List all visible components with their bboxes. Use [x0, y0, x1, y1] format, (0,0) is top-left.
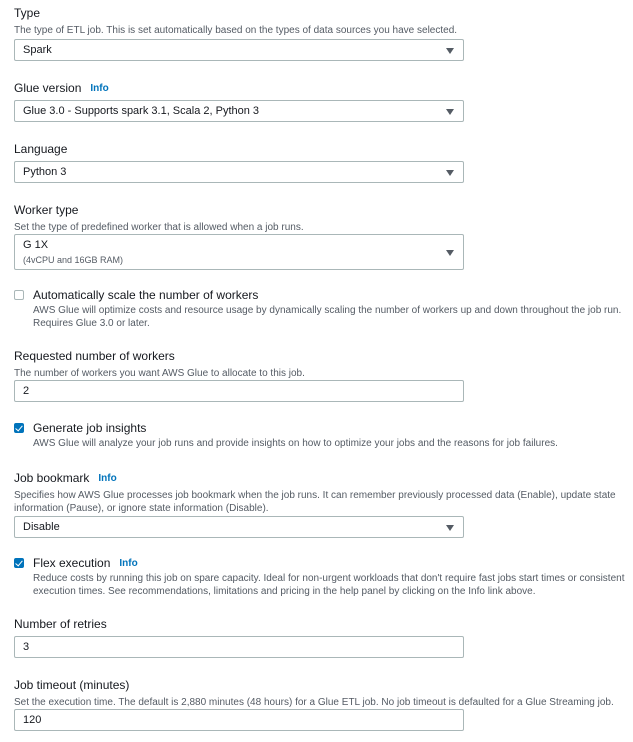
flex-execution-description-2: execution times. See recommendations, limitations and pricing in the help panel by clicking on the Info link above.: [33, 586, 536, 597]
flex-execution-label: Flex execution: [33, 556, 111, 570]
language-label: Language: [14, 142, 68, 156]
caret-down-icon: [446, 170, 454, 176]
worker-type-select[interactable]: [14, 234, 464, 270]
flex-execution-description-1: Reduce costs by running this job on spare capacity. Ideal for non-urgent workloads that don't require fast jobs start times or consistent: [33, 573, 625, 584]
glue-version-select-value: Glue 3.0 - Supports spark 3.1, Scala 2, Python 3: [23, 105, 260, 117]
job-bookmark-select[interactable]: [14, 516, 464, 538]
requested-workers-field: [14, 349, 305, 397]
job-timeout-value: 120: [23, 714, 42, 726]
glue-version-select[interactable]: [14, 100, 464, 122]
language-select-value: Python 3: [23, 166, 67, 178]
requested-workers-value: 2: [23, 385, 30, 397]
job-bookmark-select-value: Disable: [23, 521, 60, 533]
retries-label: Number of retries: [14, 617, 107, 631]
retries-input[interactable]: [14, 636, 464, 658]
type-select[interactable]: [14, 39, 464, 61]
job-timeout-input[interactable]: [14, 709, 464, 731]
job-timeout-field: [14, 678, 614, 726]
job-insights-description: AWS Glue will analyze your job runs and provide insights on how to optimize your jobs and the reasons for job failures.: [33, 438, 558, 449]
job-timeout-description: Set the execution time. The default is 2,880 minutes (48 hours) for a Glue ETL job. No job timeout is defaulted for a Glue Streaming job.: [14, 697, 614, 708]
retries-value: 3: [23, 641, 30, 653]
job-insights-checkbox[interactable]: [14, 423, 24, 433]
language-select[interactable]: [14, 161, 464, 183]
caret-down-icon: [446, 109, 454, 115]
auto-scale-label: Automatically scale the number of workers: [33, 288, 259, 302]
job-timeout-label: Job timeout (minutes): [14, 678, 130, 692]
job-bookmark-description-2: information (Pause), or ignore state information (Disable).: [14, 503, 269, 514]
type-select-value: Spark: [23, 44, 52, 56]
requested-workers-input[interactable]: [14, 380, 464, 402]
worker-type-field: [14, 203, 304, 265]
requested-workers-description: The number of workers you want AWS Glue to allocate to this job.: [14, 368, 305, 379]
type-field: [14, 6, 458, 56]
glue-version-field: [14, 81, 260, 117]
auto-scale-description-1: AWS Glue will optimize costs and resource usage by dynamically scaling the number of workers up and down throughout the job run.: [33, 305, 622, 316]
worker-type-description: Set the type of predefined worker that is allowed when a job runs.: [14, 222, 304, 233]
requested-workers-label: Requested number of workers: [14, 349, 175, 363]
flex-execution-info-link[interactable]: Info: [119, 558, 138, 569]
worker-type-select-value: G 1X: [23, 239, 49, 251]
job-bookmark-field: [14, 471, 616, 533]
auto-scale-description-2: Requires Glue 3.0 or later.: [33, 318, 150, 329]
glue-version-label: Glue version: [14, 81, 82, 95]
job-bookmark-label: Job bookmark: [14, 471, 90, 485]
flex-execution-checkbox[interactable]: [14, 558, 24, 568]
type-label: Type: [14, 6, 41, 20]
language-field: [14, 142, 68, 178]
type-description: The type of ETL job. This is set automatically based on the types of data sources you have selected.: [14, 25, 458, 36]
caret-down-icon: [446, 250, 454, 256]
worker-type-select-detail: (4vCPU and 16GB RAM): [23, 255, 124, 265]
auto-scale-checkbox[interactable]: [14, 290, 24, 300]
job-bookmark-info-link[interactable]: Info: [98, 473, 117, 484]
job-bookmark-description-1: Specifies how AWS Glue processes job bookmark when the job runs. It can remember previously processed data (Enable), update state: [14, 490, 616, 501]
job-insights-label: Generate job insights: [33, 421, 147, 435]
caret-down-icon: [446, 48, 454, 54]
worker-type-label: Worker type: [14, 203, 79, 217]
glue-version-info-link[interactable]: Info: [90, 83, 109, 94]
retries-field: [14, 617, 107, 653]
caret-down-icon: [446, 525, 454, 531]
